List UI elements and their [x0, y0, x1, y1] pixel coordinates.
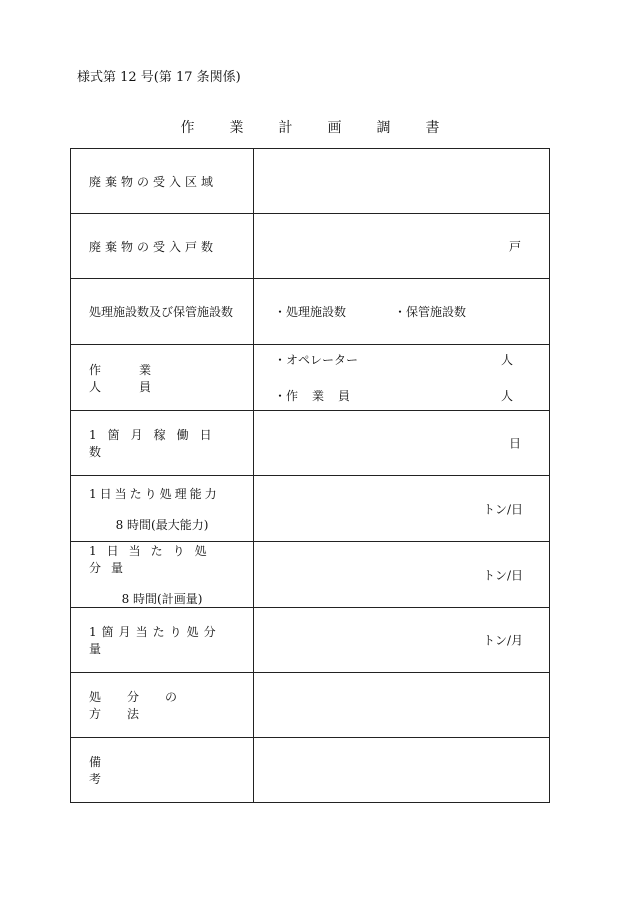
row-facilities — [71, 279, 550, 345]
label-cell — [71, 542, 254, 608]
row-disposal-method — [71, 673, 550, 738]
daily-capacity-value[interactable] — [254, 476, 550, 542]
label-daily-disposal-sub: 8 時間(計画量) — [121, 592, 203, 606]
row-staff — [71, 345, 550, 411]
monthly-disposal-value[interactable] — [254, 608, 550, 673]
unit-tons-per-day: トン/日 — [482, 502, 523, 516]
label-daily-capacity: 1日当たり処理能力 — [89, 486, 220, 501]
label-cell — [71, 149, 254, 214]
label-cell — [71, 476, 254, 542]
unit-tons-per-month: トン/月 — [482, 633, 523, 648]
label-households: 廃棄物の受入戸数 — [89, 239, 218, 254]
households-value[interactable] — [254, 214, 550, 279]
row-monthly-disposal — [71, 608, 550, 673]
row-operating-days — [71, 411, 550, 476]
operating-days-value[interactable] — [254, 411, 550, 476]
label-cell — [71, 673, 254, 738]
unit-tons-per-day: トン/日 — [482, 568, 523, 582]
receiving-area-value[interactable] — [254, 149, 550, 214]
label-cell — [71, 411, 254, 476]
label-daily-capacity-sub: 8 時間(最大能力) — [115, 517, 209, 532]
worker-label: ・作業員 — [274, 389, 365, 403]
form-number: 様式第 12 号(第 17 条関係) — [77, 70, 241, 85]
operator-label: ・オペレーター — [274, 353, 359, 367]
label-cell — [71, 214, 254, 279]
row-daily-disposal — [71, 542, 550, 608]
label-daily-disposal: 1日当たり処分量 — [89, 544, 217, 575]
row-households — [71, 214, 550, 279]
daily-disposal-value[interactable] — [254, 542, 550, 608]
staff-value[interactable] — [254, 345, 550, 411]
work-plan-table — [70, 148, 550, 803]
row-receiving-area — [71, 149, 550, 214]
label-staff-text: 作業人員 — [89, 362, 190, 394]
label-cell — [71, 279, 254, 345]
label-receiving-area: 廃棄物の受入区域 — [89, 174, 218, 189]
remarks-value[interactable] — [254, 738, 550, 803]
label-monthly-disposal: 1箇月当たり処分量 — [89, 625, 221, 656]
label-remarks: 備考 — [89, 755, 220, 786]
label-operating-days: 1箇月稼働日数 — [89, 428, 223, 459]
unit-households: 戸 — [508, 239, 521, 254]
row-daily-capacity — [71, 476, 550, 542]
operator-unit: 人 — [500, 353, 513, 367]
facilities-value[interactable] — [254, 279, 550, 345]
worker-unit: 人 — [500, 389, 513, 403]
label-cell — [71, 738, 254, 803]
label-disposal-method: 処分の方法 — [89, 690, 204, 721]
disposal-method-value[interactable] — [254, 673, 550, 738]
row-remarks — [71, 738, 550, 803]
label-cell — [71, 608, 254, 673]
processing-facilities-label: ・処理施設数 — [274, 305, 347, 319]
label-staff — [71, 361, 253, 395]
document-title: 作業計画調書 — [180, 120, 475, 136]
label-cell — [71, 345, 254, 411]
label-facilities: 処理施設数及び保管施設数 — [89, 305, 234, 319]
storage-facilities-label: ・保管施設数 — [394, 305, 467, 319]
unit-days: 日 — [508, 436, 521, 451]
